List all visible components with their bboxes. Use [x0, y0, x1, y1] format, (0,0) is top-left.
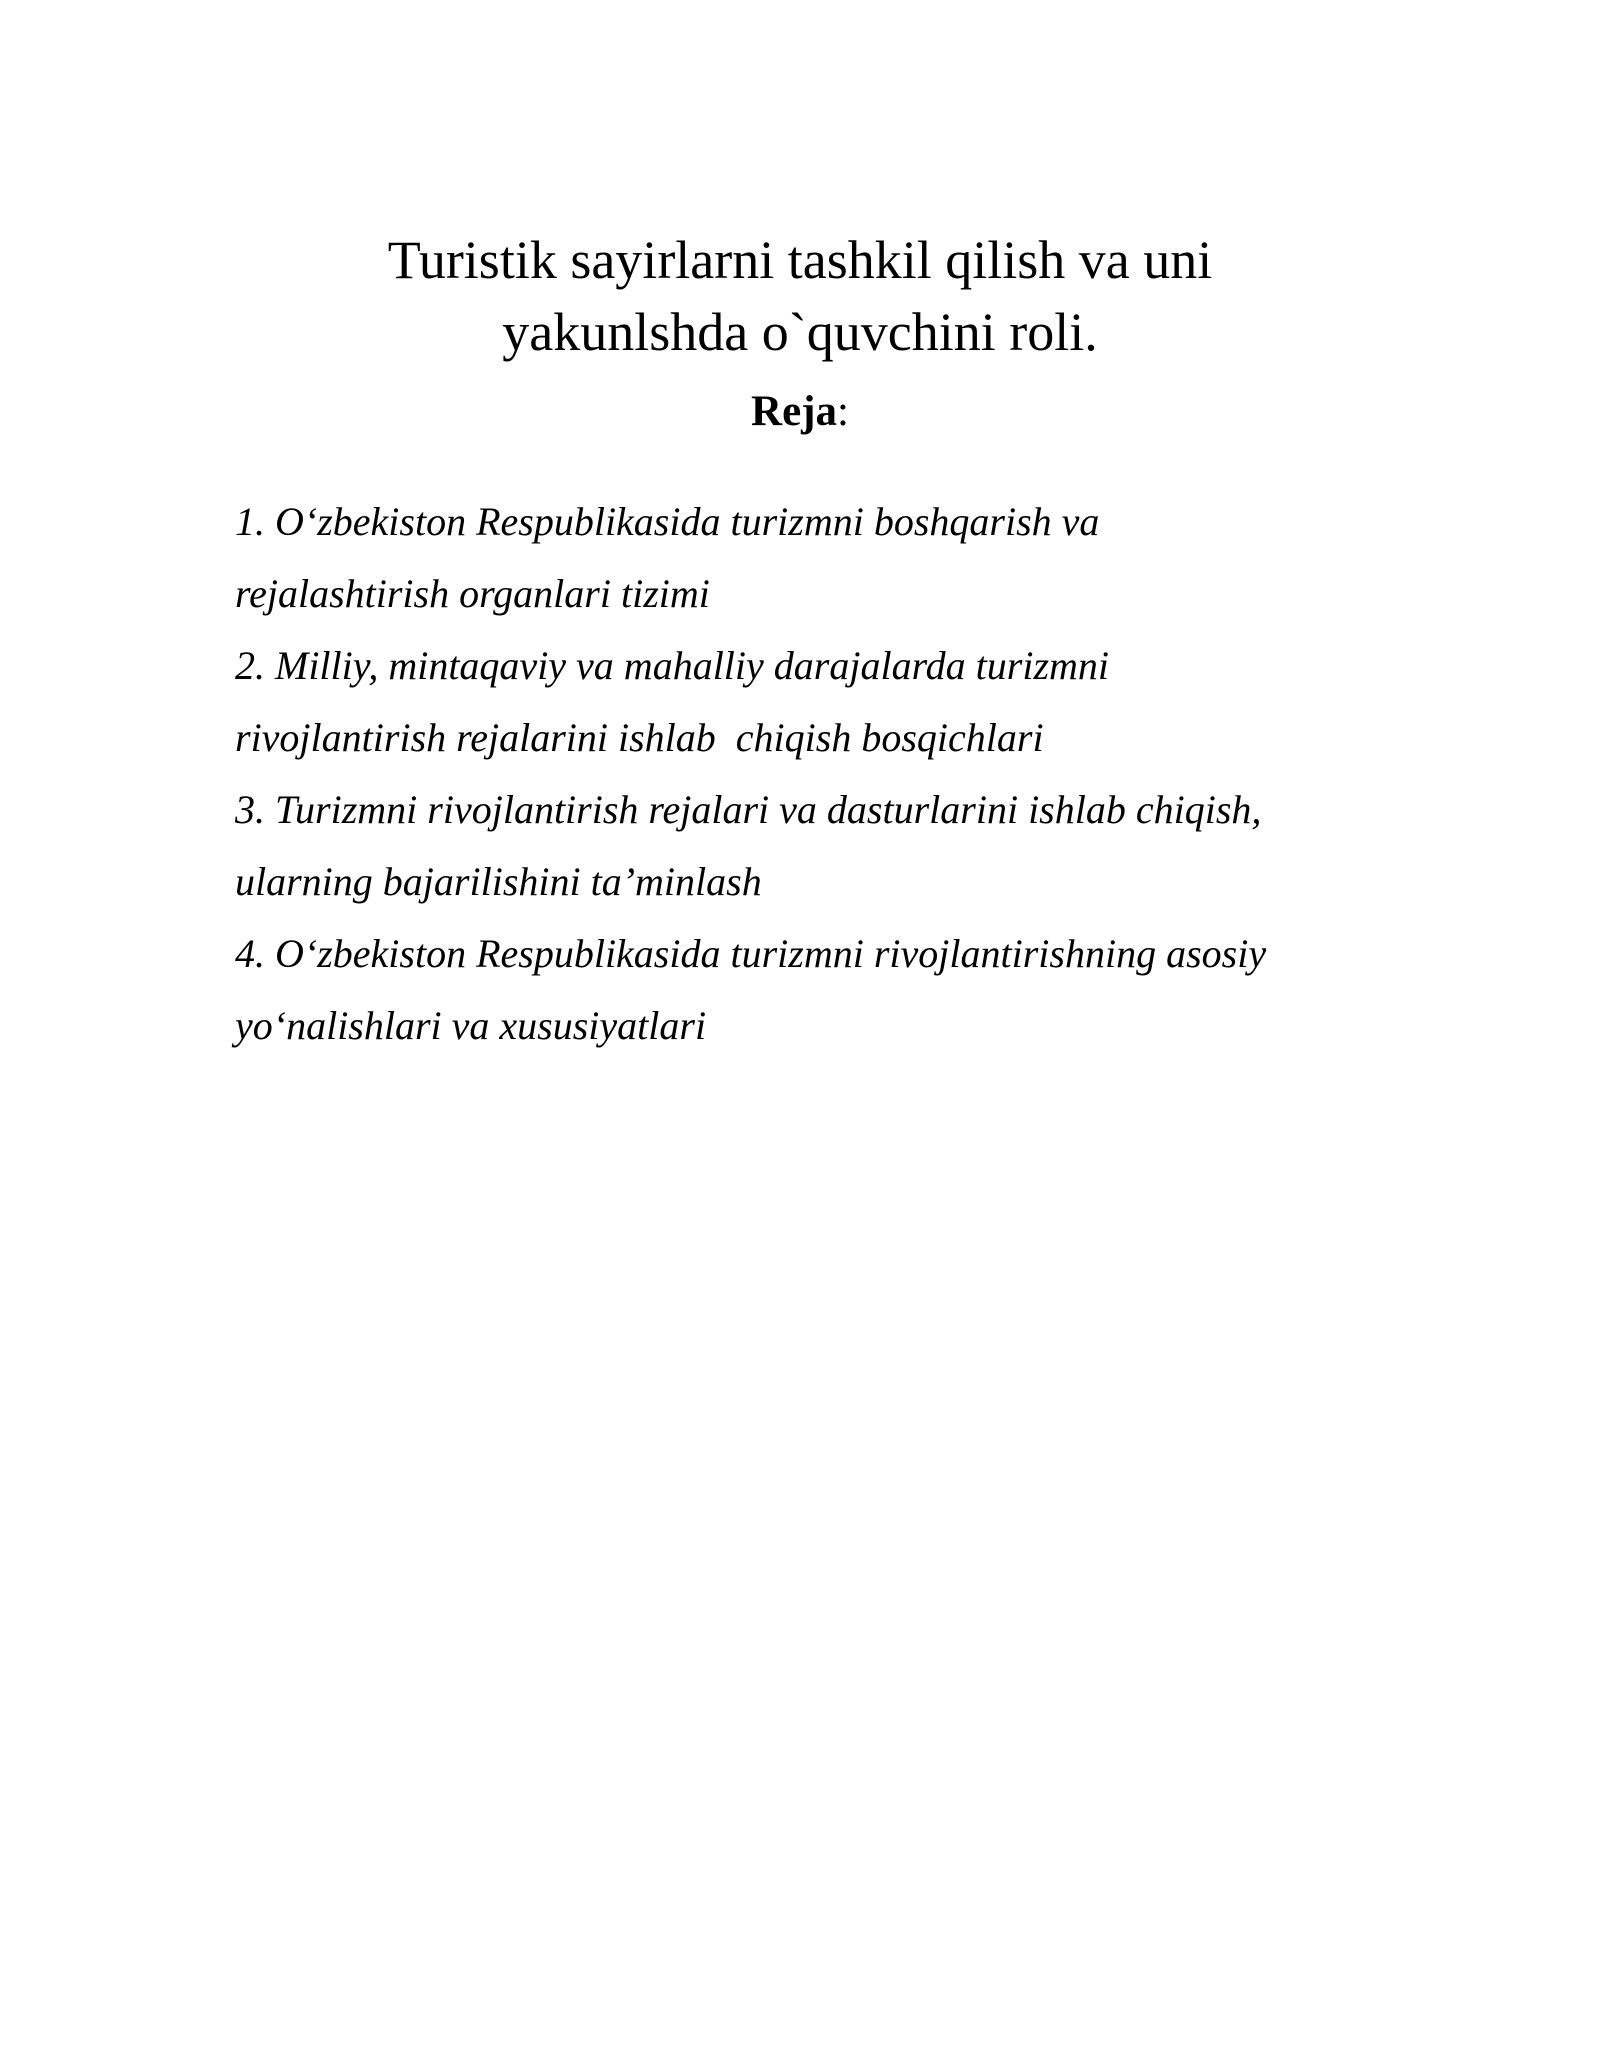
plan-item-line: 1. O‘zbekiston Respublikasida turizmni boshqarish va [235, 499, 1100, 544]
plan-item-line: rejalashtirish organlari tizimi [235, 571, 710, 616]
plan-item-line: 3. Turizmni rivojlantirish rejalari va dasturlarini ishlab chiqish, [235, 787, 1262, 832]
plan-item-line: 4. O‘zbekiston Respublikasida turizmni rivojlantirishning asosiy [235, 931, 1267, 976]
document-title [300, 224, 1300, 368]
plan-item-1 [235, 486, 1415, 630]
plan-item-line: 2. Milliy, mintaqaviy va mahalliy darajalarda turizmni [235, 643, 1110, 688]
plan-heading [300, 384, 1300, 440]
plan-item-2 [235, 630, 1415, 774]
title-line-1: Turistik sayirlarni tashkil qilish va uni [387, 230, 1213, 291]
plan-item-line: ularning bajarilishini ta’minlash [235, 859, 762, 904]
plan-item-line: rivojlantirish rejalarini ishlab chiqish bosqichlari [235, 715, 1044, 760]
plan-item-line: yo‘nalishlari va xususiyatlari [235, 1003, 707, 1048]
plan-list [235, 486, 1415, 1062]
plan-heading-colon: : [837, 388, 849, 435]
plan-item-3 [235, 774, 1415, 918]
plan-item-4 [235, 918, 1415, 1062]
title-line-2: yakunlshda o`quvchini roli. [502, 302, 1098, 363]
plan-heading-label: Reja [751, 388, 837, 435]
